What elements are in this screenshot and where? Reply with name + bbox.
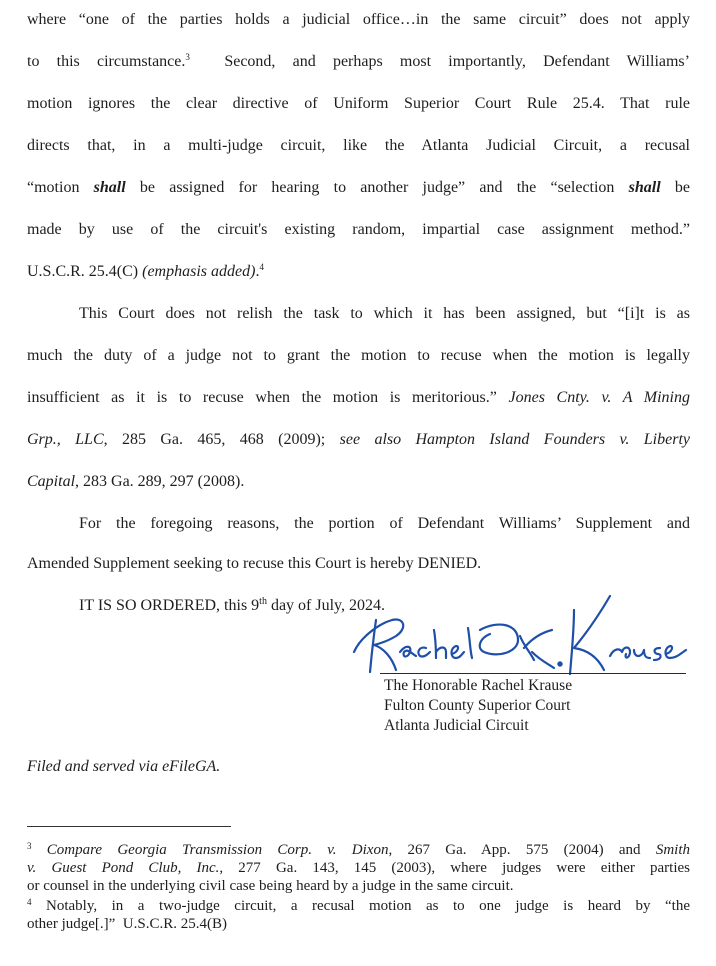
body-line: U.S.C.R. 25.4(C) (emphasis added).$^4$ [27,262,264,280]
body-line: to this circumstance.$^3$ Second, and perhaps most importantly, Defendant Williams’ [27,52,690,70]
case-citation: Capital [27,473,76,490]
signer-court: Fulton County Superior Court [384,697,571,714]
case-citation: Jones Cnty. v. A Mining [508,389,691,406]
emphasis-shall: shall [628,179,661,196]
body-line: Amended Supplement seeking to recuse this Court is hereby DENIED. [27,555,482,572]
body-line: Grp., LLC, 285 Ga. 465, 468 (2009); see also Hampton Island Founders v. Liberty [27,431,691,448]
signer-circuit: Atlanta Judicial Circuit [384,717,529,734]
body-line: much the duty of a judge not to grant the motion to recuse when the motion is legally [27,347,690,364]
footnote-4-line: $^4$ Notably, in a two-judge circuit, a recusal motion as to one judge is heard by “the [27,897,690,914]
footnote-3-line: v. Guest Pond Club, Inc., 277 Ga. 143, 145 (2003), where judges were either parties [27,860,691,876]
emphasis-shall: shall [93,179,126,196]
signature-line [380,673,686,674]
body-line: directs that, in a multi-judge circuit, like the Atlanta Judicial Circuit, a recusal [27,137,690,154]
footnote-4-line: other judge[.]” U.S.C.R. 25.4(B) [27,916,227,932]
body-line: insufficient as it is to recuse when the motion is meritorious.” Jones Cnty. v. A Mining [27,389,691,406]
footnote-3-line: or counsel in the underlying civil case being heard by a judge in the same circuit. [27,878,514,894]
case-citation: Grp., LLC [27,431,104,448]
footnote-separator [27,826,231,827]
body-line: For the foregoing reasons, the portion of Defendant Williams’ Supplement and [79,515,690,532]
footnote-ref-4: 4 [259,262,264,272]
body-line: Capital, 283 Ga. 289, 297 (2008). [27,473,245,490]
order-statement: IT IS SO ORDERED, this 9th day of July, 2024. [79,596,386,614]
case-citation: see also Hampton Island Founders v. Liberty [339,431,691,448]
body-line: This Court does not relish the task to which it has been assigned, but “[i]t is as [79,305,690,322]
body-line: where “one of the parties holds a judicial office…in the same circuit” does not apply [27,11,690,28]
body-line: “motion shall be assigned for hearing to another judge” and the “selection shall be [27,179,691,196]
footnote-ref-3: 3 [185,52,190,62]
body-line: motion ignores the clear directive of Uniform Superior Court Rule 25.4. That rule [27,95,690,112]
filed-note: Filed and served via eFileGA. [27,758,221,775]
handwritten-signature [348,590,694,682]
body-line: made by use of the circuit's existing random, impartial case assignment method.” [27,221,690,238]
footnote-3-line: $^3$ Compare Georgia Transmission Corp. v. Dixon, 267 Ga. App. 575 (2004) and Smith [27,841,690,858]
signer-name: The Honorable Rachel Krause [384,677,573,694]
